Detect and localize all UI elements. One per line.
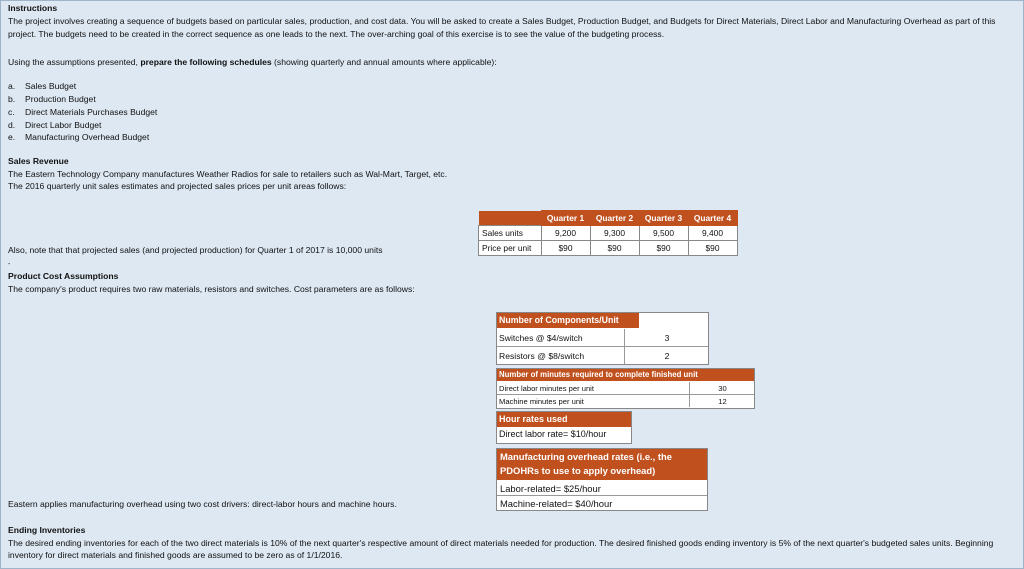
product-cost-heading: Product Cost Assumptions (8, 271, 119, 281)
sales-table-cell: $90 (590, 241, 639, 256)
schedule-label: Sales Budget (25, 81, 77, 91)
prepare-line (8, 57, 497, 68)
hour-rates-header: Hour rates used (497, 412, 631, 427)
schedule-letter: d. (8, 120, 16, 130)
sales-revenue-line2: The 2016 quarterly unit sales estimates and projected sales prices per unit areas follows: (8, 181, 347, 191)
instructions-paragraph: The project involves creating a sequence of budgets based on particular sales, production, and cost data. You will be asked to create a Sales Budget, Production Budget, and Budgets for Direct Materials, Direct Labor and Manufacturing Overhead as part of this project. The budgets need to be created in the correct sequence as one leads to the next. The over-arching goal of this exercise is to see the value of the budgeting process. (8, 16, 996, 39)
table-row (497, 347, 708, 364)
table-row (497, 395, 754, 407)
sales-revenue-heading: Sales Revenue (8, 156, 69, 166)
schedule-item (8, 132, 149, 143)
sales-table-cell: 9,300 (590, 226, 639, 241)
sales-table-header: Quarter 3 (639, 211, 688, 226)
sales-table-row-label: Price per unit (479, 241, 542, 256)
schedule-item (8, 107, 157, 118)
schedule-item (8, 81, 76, 92)
minutes-header: Number of minutes required to complete finished unit (497, 369, 754, 381)
table-row (497, 496, 707, 510)
table-row (497, 382, 754, 395)
sales-table-cell: $90 (541, 241, 590, 256)
sales-table-cell: 9,400 (688, 226, 737, 241)
sales-table-header: Quarter 4 (688, 211, 737, 226)
sales-table-header: Quarter 1 (541, 211, 590, 226)
components-row-label: Resistors @ $8/switch (499, 350, 585, 361)
components-header: Number of Components/Unit (497, 313, 639, 328)
schedule-label: Production Budget (25, 94, 96, 104)
product-cost-line: The company's product requires two raw materials, resistors and switches. Cost parameters are as follows: (8, 284, 415, 294)
hour-rates-row: Direct labor rate= $10/hour (499, 429, 607, 439)
sales-table-cell: 9,200 (541, 226, 590, 241)
schedule-item (8, 94, 96, 105)
minutes-row-label: Machine minutes per unit (499, 396, 584, 406)
overhead-header (497, 449, 707, 480)
table-row (479, 226, 738, 241)
schedule-letter: b. (8, 94, 16, 104)
schedule-label: Direct Labor Budget (25, 120, 102, 130)
table-row (497, 481, 707, 496)
components-row-value: 2 (624, 347, 709, 364)
prepare-prefix: Using the assumptions presented, (8, 57, 141, 67)
table-row (479, 241, 738, 256)
overhead-box (496, 448, 708, 511)
overhead-header-line2: PDOHRs to use to apply overhead) (500, 465, 656, 476)
minutes-box (496, 368, 755, 409)
instructions-heading: Instructions (8, 3, 58, 13)
prepare-bold: prepare the following schedules (140, 57, 272, 67)
ending-inventories-heading: Ending Inventories (8, 525, 86, 535)
overhead-row: Machine-related= $40/hour (500, 497, 613, 509)
minutes-row-value: 30 (689, 382, 755, 394)
schedule-letter: a. (8, 81, 16, 91)
schedule-label: Direct Materials Purchases Budget (25, 107, 158, 117)
minutes-row-label: Direct labor minutes per unit (499, 383, 594, 393)
schedule-label: Manufacturing Overhead Budget (25, 132, 150, 142)
ending-inventories-paragraph: The desired ending inventories for each of the two direct materials is 10% of the next quarter's respective amount of direct materials needed for production. The desired finished goods ending inventory is 5% of the next quarter's budgeted sales units. Beginning inventory for direct materials and finished goods are assumed to be zero as of 1/1/2016. (8, 538, 994, 560)
overhead-row: Labor-related= $25/hour (500, 482, 601, 494)
schedule-letter: e. (8, 132, 16, 142)
sales-table-cell: $90 (688, 241, 737, 256)
sales-note: Also, note that that projected sales (and projected production) for Quarter 1 of 2017 is 10,000 units (8, 245, 383, 255)
sales-table-header: Quarter 2 (590, 211, 639, 226)
minutes-row-value: 12 (689, 395, 755, 407)
dash-mark: - (8, 261, 11, 268)
hour-rates-box (496, 411, 632, 444)
sales-table-header-row (479, 211, 738, 226)
sales-table-row-label: Sales units (479, 226, 542, 241)
prepare-suffix: (showing quarterly and annual amounts where applicable): (271, 57, 497, 67)
components-row-label: Switches @ $4/switch (499, 332, 583, 343)
components-box (496, 312, 709, 365)
sales-table-cell: $90 (639, 241, 688, 256)
sales-table (478, 210, 738, 256)
cost-drivers-note: Eastern applies manufacturing overhead using two cost drivers: direct-labor hours and machine hours. (8, 499, 397, 509)
schedule-item (8, 120, 101, 131)
overhead-header-line1: Manufacturing overhead rates (i.e., the (500, 451, 672, 462)
schedule-letter: c. (8, 107, 15, 117)
table-row (497, 329, 708, 347)
sales-revenue-line1: The Eastern Technology Company manufactures Weather Radios for sale to retailers such as Wal-Mart, Target, etc. (8, 169, 448, 179)
sales-table-corner (479, 211, 542, 226)
sales-table-cell: 9,500 (639, 226, 688, 241)
components-row-value: 3 (624, 329, 709, 346)
